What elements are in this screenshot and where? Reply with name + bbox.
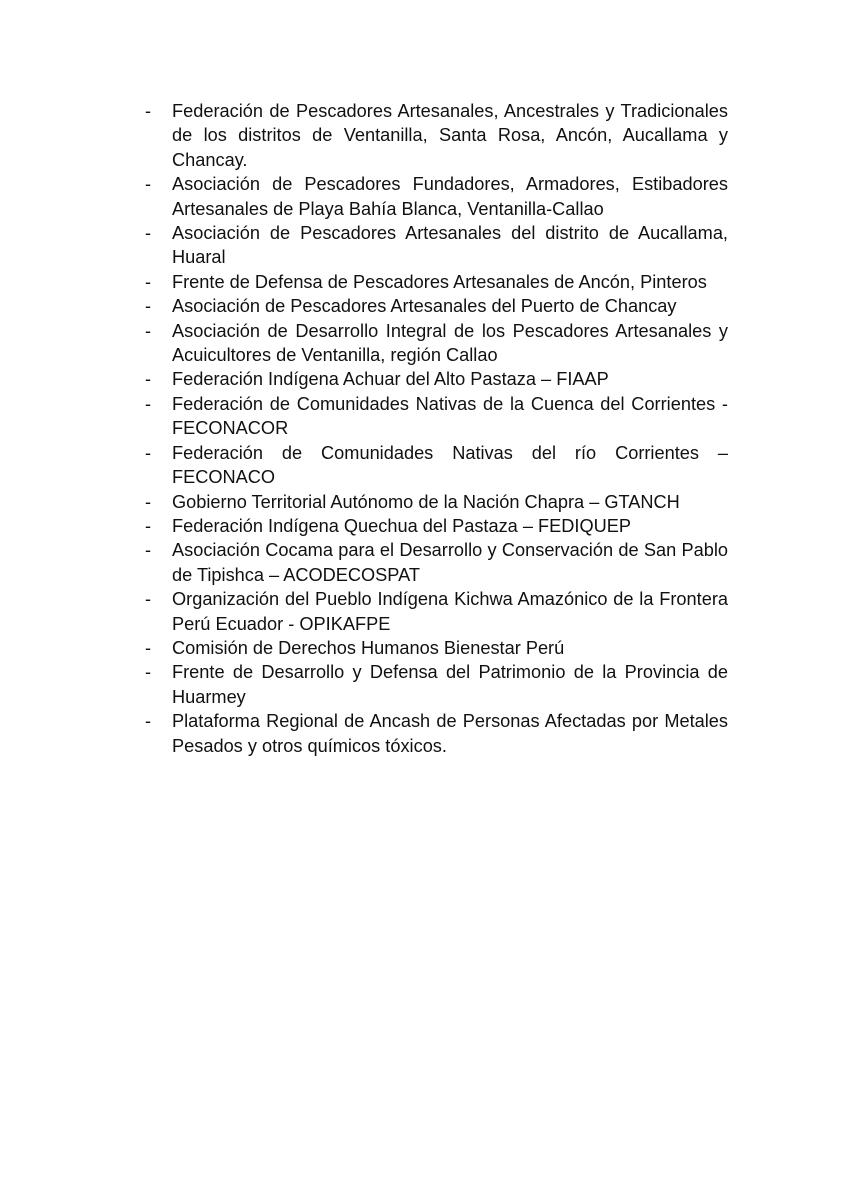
list-item (143, 660, 728, 709)
list-item (143, 270, 728, 294)
list-bullet: - (145, 540, 152, 561)
list-item-text: Federación de Comunidades Nativas de la Cuenca del Corrientes - FECONACOR (172, 393, 728, 439)
list-item (143, 709, 728, 758)
list-item (143, 294, 728, 318)
list-bullet: - (145, 369, 152, 390)
list-item (143, 514, 728, 538)
list-item-text: Asociación de Pescadores Artesanales del distrito de Aucallama, Huaral (172, 223, 728, 268)
list-bullet: - (145, 711, 152, 732)
list-item-text: Frente de Desarrollo y Defensa del Patrimonio de la Provincia de Huarmey (172, 662, 728, 707)
list-bullet: - (145, 320, 152, 341)
list-item (143, 538, 728, 587)
list-bullet: - (145, 393, 152, 414)
list-bullet: - (145, 101, 152, 121)
organization-list (143, 99, 728, 758)
list-item (143, 221, 728, 270)
list-item (143, 441, 728, 490)
list-bullet: - (145, 271, 152, 292)
list-bullet: - (145, 662, 152, 683)
list-item-text: Federación de Pescadores Artesanales, Ancestrales y Tradicionales de los distritos de Ventanilla, Santa Rosa, Ancón, Aucallama y Chancay. (172, 101, 728, 170)
list-item-text: Frente de Defensa de Pescadores Artesanales de Ancón, Pinteros (172, 271, 707, 292)
list-bullet: - (145, 491, 152, 512)
list-item-text: Gobierno Territorial Autónomo de la Nación Chapra – GTANCH (172, 491, 680, 512)
list-bullet: - (145, 589, 152, 610)
list-item (143, 636, 728, 660)
list-item-text: Federación Indígena Quechua del Pastaza – FEDIQUEP (172, 515, 631, 536)
list-item (143, 99, 728, 172)
list-item-text: Asociación de Pescadores Artesanales del Puerto de Chancay (172, 296, 677, 317)
list-item-text: Federación de Comunidades Nativas del río Corrientes – FECONACO (172, 442, 728, 488)
list-item-text: Comisión de Derechos Humanos Bienestar Perú (172, 637, 565, 658)
list-bullet: - (145, 637, 152, 658)
list-item-text: Organización del Pueblo Indígena Kichwa Amazónico de la Frontera Perú Ecuador - OPIKAFPE (172, 589, 728, 634)
list-item (143, 367, 728, 391)
list-bullet: - (145, 223, 152, 244)
list-item-text: Asociación de Pescadores Fundadores, Armadores, Estibadores Artesanales de Playa Bahía Blanca, Ventanilla-Callao (172, 174, 728, 219)
list-item (143, 392, 728, 441)
list-bullet: - (145, 515, 152, 536)
list-item-text: Federación Indígena Achuar del Alto Pastaza – FIAAP (172, 369, 609, 390)
list-item-text: Asociación Cocama para el Desarrollo y Conservación de San Pablo de Tipishca – ACODECOSPAT (172, 540, 728, 585)
list-bullet: - (145, 174, 152, 195)
list-item (143, 319, 728, 368)
list-bullet: - (145, 296, 152, 317)
list-item-text: Plataforma Regional de Ancash de Personas Afectadas por Metales Pesados y otros químicos tóxicos. (172, 711, 728, 756)
list-item-text: Asociación de Desarrollo Integral de los Pescadores Artesanales y Acuicultores de Ventanilla, región Callao (172, 320, 728, 366)
list-bullet: - (145, 442, 152, 463)
list-item (143, 172, 728, 221)
list-item (143, 490, 728, 514)
list-item (143, 587, 728, 636)
